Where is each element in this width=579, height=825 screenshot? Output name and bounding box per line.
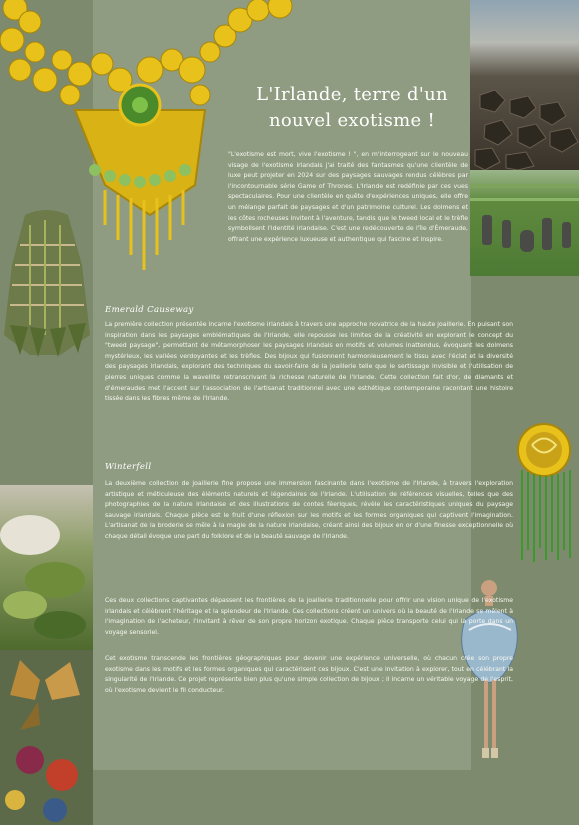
causeway-coast-photo [470,0,579,170]
section-heading-emerald-causeway: Emerald Causeway [105,305,194,315]
moss-lichen-photo [0,485,93,650]
intro-paragraph: "L'exotisme est mort, vive l'exotisme ! ", en m'interrogeant sur le nouveau visage de l'exotisme irlandais j'ai traité des fantasmes qu'une clientèle de luxe peut projeter en 2024 sur des paysages sauvages rendus célèbres par l'incontournable série Game of Thrones. L'Irlande est redéfinie par ces vues spectaculaires. Pour une clientèle en quête d'expériences uniques, elle offre un mélange parfait de paysages et d'un patrimoine culturel. Les dolmens et les côtes rocheuses invitent à l'aventure, tandis que le tweed local et le trèfle symbolisent l'identité irlandaise. C'est une redécouverte de l'île d'Émeraude, offrant une expérience luxueuse et authentique qui fascine et inspire. [228,151,468,243]
conclusion-paragraph-1: Ces deux collections captivantes dépassent les frontières de la joaillerie traditionnelle pour offrir une vision unique de l'exotisme irlandais et célèbrent l'héritage et la splendeur de l'Irlande. Ces collections créent un univers où la beauté de l'Irlande se mêlent à l'imagination de l'acheteur, l'invitant à rêver de son propre horizon exotique. Chaque pièce transporte celui qui la porte dans un voyage sensoriel. [105,597,513,636]
conclusion-paragraph-2: Cet exotisme transcende les frontières géographiques pour devenir une expérience universelle, où chacun crée son propre exotisme dans les motifs et les formes organiques qui caractérisent ces bijoux. C'est une invitation à explorer, tout en célébrant la singularité de l'Irlande. Ce projet représente bien plus qu'une simple collection de bijoux ; il incarne un véritable voyage de l'esprit, où l'exotisme devient le fil conducteur. [105,655,513,694]
green-fields-dolmen-photo [470,170,579,276]
tweed-fringe-coat-photo [0,205,93,360]
section-text-emerald-causeway: La première collection présentée incarne l'exotisme irlandais à travers une approche novatrice de la haute joaillerie. En puisant son inspiration dans les paysages emblématiques de l'Irlande, elle repousse les limites de la créativité en explorant le concept du "tweed paysage", permettant de métamorphoser les paysages irlandais en motifs et volumes inattendus, évoquant les dolmens mystérieux, les vallées verdoyantes et les trèfles. Des bijoux qui fusionnent harmonieusement le tissu avec l'éclat et la diversité des paysages irlandais, explorant des techniques du savoir-faire de la joaillerie telle que le sertissage invisible et l'utilisation de pierres uniques comme la wavellite retranscrivant la richesse naturelle de l'Irlande. Cette collection fait d'or, de diamants et d'émeraudes met l'accent sur l'association de l'artisanat traditionnel avec une esthétique contemporaine racontant une histoire tissée dans les fibres même de l'Irlande. [105,321,513,403]
section-heading-winterfell: Winterfell [105,462,152,472]
gold-brooch-green-fringe-image [512,410,579,565]
section-text-winterfell: La deuxième collection de joaillerie fine propose une immersion fascinante dans l'exotisme de l'Irlande, à travers l'exploration artistique et méticuleuse des éléments naturels et légendaires de l'Irlande. L'utilisation de références visuelles, telles que des photographies de la nature irlandaise et des illustrations de contes féeriques, révèle les caractéristiques uniques du paysage sauvage irlandais. Chaque pièce est le fruit d'une réflexion sur les motifs et les formes organiques qui captivent l'imagination. L'artisanat de la broderie se mêle à la magie de la nature irlandaise, créant ainsi des bijoux en or d'une finesse exceptionnelle où chaque détail évoque une part du folklore et de la beauté sauvage de l'Irlande. [105,480,513,540]
butterfly-flower-embroidery-photo [0,650,93,825]
page-title: L'Irlande, terre d'un nouvel exotisme ! [256,84,448,132]
